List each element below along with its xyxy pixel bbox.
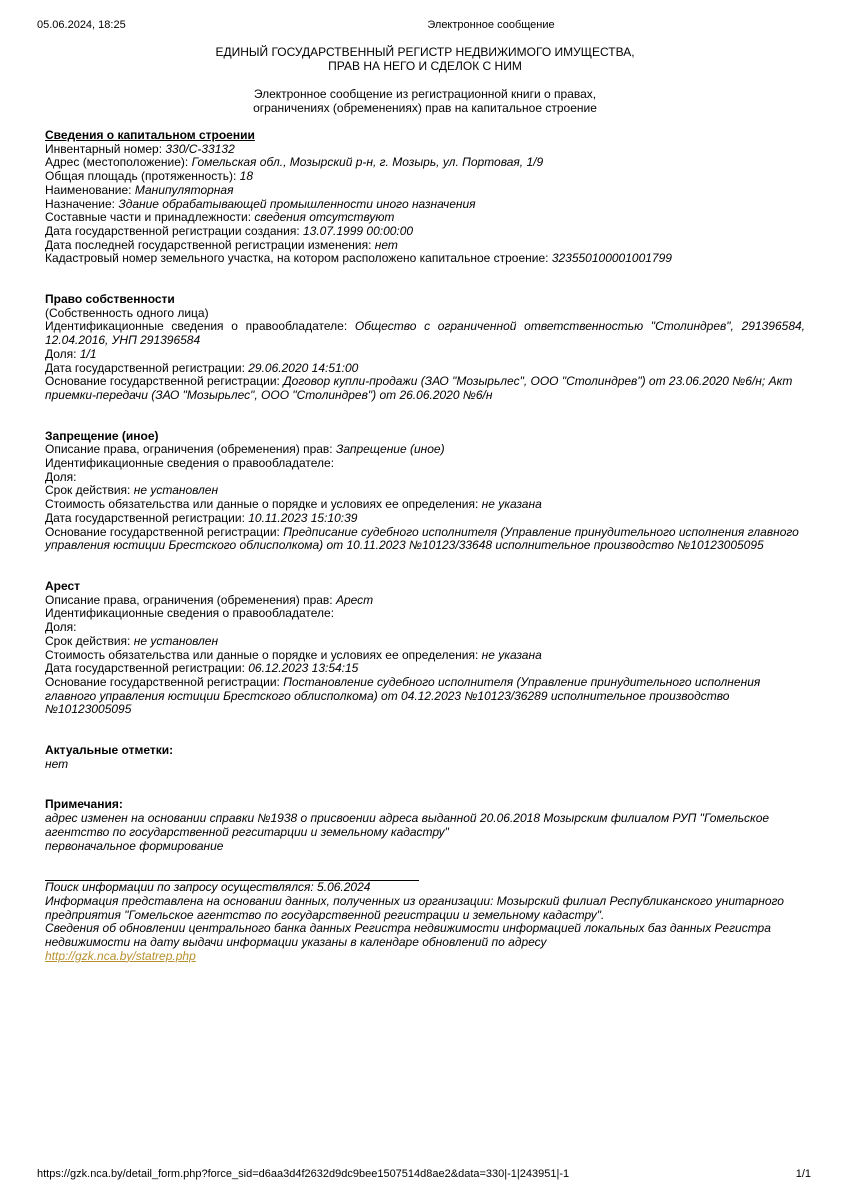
- field-label: Назначение:: [45, 196, 119, 211]
- field-row: [45, 512, 805, 526]
- field-row: [45, 635, 805, 649]
- field-value: Гомельская обл., Мозырский р-н, г. Мозырь, ул. Портовая, 1/9: [191, 155, 544, 170]
- field-row: [45, 484, 805, 498]
- field-row: [45, 320, 805, 347]
- field-row: [45, 156, 805, 170]
- notes-line: первоначальное формирование: [45, 838, 224, 853]
- field-label: Доля:: [45, 469, 77, 484]
- prohibition-section: [45, 430, 805, 553]
- field-label: Идентификационные сведения о правообладателе:: [45, 606, 335, 621]
- field-row: [45, 662, 805, 676]
- field-row: [45, 375, 805, 402]
- field-value: 330/C-33132: [165, 141, 235, 156]
- field-label: Составные части и принадлежности:: [45, 210, 255, 225]
- actual-marks-heading: Актуальные отметки:: [45, 743, 174, 758]
- field-value: Запрещение (иное): [335, 442, 445, 457]
- notes-section: [45, 798, 805, 853]
- footnotes: [45, 881, 805, 963]
- document-body: [45, 45, 805, 963]
- search-date-note: Поиск информации по запросу осуществлялся: 5.06.2024: [45, 880, 371, 895]
- field-value: 323550100001001799: [551, 251, 672, 266]
- field-value: 29.06.2020 14:51:00: [248, 360, 359, 375]
- actual-marks-value: нет: [45, 756, 69, 771]
- field-value: Манипуляторная: [134, 182, 234, 197]
- building-heading: Сведения о капитальном строении: [45, 128, 255, 142]
- field-label: Идентификационные сведения о правообладателе:: [45, 319, 355, 334]
- field-label: Инвентарный номер:: [45, 141, 166, 156]
- field-value: не указана: [481, 497, 542, 512]
- field-label: Основание государственной регистрации:: [45, 374, 284, 389]
- field-label: Срок действия:: [45, 483, 134, 498]
- field-label: Дата государственной регистрации:: [45, 360, 249, 375]
- registry-title-line: ПРАВ НА НЕГО И СДЕЛОК С НИМ: [328, 59, 522, 73]
- field-value: 18: [239, 169, 254, 184]
- field-row: [45, 362, 805, 376]
- field-row: [45, 498, 805, 512]
- ownership-fields: [45, 320, 805, 402]
- field-row: [45, 457, 805, 471]
- field-row: [45, 252, 805, 266]
- field-value: 10.11.2023 15:10:39: [248, 510, 358, 525]
- print-doc-title: Электронное сообщение: [427, 19, 555, 31]
- field-row: [45, 211, 805, 225]
- field-row: [45, 621, 805, 635]
- field-label: Дата государственной регистрации создания:: [45, 223, 303, 238]
- field-row: [45, 348, 805, 362]
- field-value: Общество с ограниченной ответственностью "Столиндрев", 291396584, 12.04.2016, УНП 291396584: [45, 319, 805, 348]
- field-label: Стоимость обязательства или данные о порядке и условиях ее определения:: [45, 647, 482, 662]
- field-label: Дата последней государственной регистрации изменения:: [45, 237, 375, 252]
- notes-heading: Примечания:: [45, 797, 123, 812]
- field-value: Здание обрабатывающей промышленности иного назначения: [118, 196, 476, 211]
- field-row: [45, 649, 805, 663]
- field-value: нет: [374, 237, 398, 252]
- prohibition-fields: [45, 443, 805, 553]
- actual-marks-section: [45, 744, 805, 771]
- print-datetime: 05.06.2024, 18:25: [37, 19, 126, 31]
- field-label: Кадастровый номер земельного участка, на котором расположено капитальное строение:: [45, 251, 552, 266]
- field-label: Стоимость обязательства или данные о порядке и условиях ее определения:: [45, 497, 482, 512]
- field-label: Доля:: [45, 620, 77, 635]
- field-value: сведения отсутствуют: [254, 210, 395, 225]
- field-row: [45, 198, 805, 212]
- source-note: Информация представлена на основании данных, полученных из организации: Мозырский филиал Республиканского унитарного предприятия "Гомельское агентство по государственной регистрации и земельному кадастру".: [45, 893, 784, 922]
- field-label: Адрес (местоположение):: [45, 155, 192, 170]
- field-value: не установлен: [133, 633, 219, 648]
- field-label: Основание государственной регистрации:: [45, 524, 284, 539]
- registry-title-line: ЕДИНЫЙ ГОСУДАРСТВЕННЫЙ РЕГИСТР НЕДВИЖИМОГО ИМУЩЕСТВА,: [215, 45, 635, 59]
- field-row: [45, 239, 805, 253]
- field-value: Арест: [335, 592, 374, 607]
- notes-line: адрес изменен на основании справки №1938 о присвоении адреса выданной 20.06.2018 Мозырским филиалом РУП "Гомельское агентство по государственной регситарции и земельному кадастру": [45, 811, 770, 839]
- field-value: Постановление судебного исполнителя (Управление принудительного исполнения главного управления юстиции Брестского облисполкома) от 04.12.2023 №10123/36289 исполнительное производство №10123005095: [45, 674, 761, 717]
- print-url: https://gzk.nca.by/detail_form.php?force_sid=d6aa3d4f2632d9dc9bee1507514d8ae2&data=330|-1|243951|-1: [37, 1168, 570, 1180]
- field-label: Дата государственной регистрации:: [45, 661, 249, 676]
- field-row: [45, 471, 805, 485]
- field-label: Общая площадь (протяженность):: [45, 169, 240, 184]
- ownership-section: [45, 293, 805, 403]
- subtitle-line: Электронное сообщение из регистрационной книги о правах,: [253, 87, 597, 101]
- updates-note: Сведения об обновлении центрального банка данных Регистра недвижимости информацией локальных баз данных Регистра недвижимости на дату выдачи информации указаны в календаре обновлений по адресу: [45, 921, 771, 950]
- registry-title: [45, 45, 805, 73]
- field-label: Описание права, ограничения (обременения) прав:: [45, 592, 336, 607]
- field-label: Основание государственной регистрации:: [45, 674, 284, 689]
- message-subtitle: [45, 87, 805, 115]
- statrep-link[interactable]: http://gzk.nca.by/statrep.php: [45, 948, 196, 963]
- field-row: [45, 594, 805, 608]
- field-value: не указана: [481, 647, 542, 662]
- arrest-fields: [45, 594, 805, 717]
- building-fields: [45, 143, 805, 266]
- field-row: [45, 607, 805, 621]
- field-value: 1/1: [79, 346, 97, 361]
- field-row: [45, 170, 805, 184]
- building-section: [45, 129, 805, 266]
- print-page-number: 1/1: [795, 1168, 811, 1180]
- field-label: Дата государственной регистрации:: [45, 510, 249, 525]
- ownership-subheading: (Собственность одного лица): [45, 305, 209, 320]
- prohibition-heading: Запрещение (иное): [45, 428, 159, 443]
- subtitle-line: ограничениях (обременениях) прав на капитальное строение: [253, 101, 597, 115]
- field-value: не установлен: [133, 483, 219, 498]
- arrest-heading: Арест: [45, 578, 81, 593]
- field-label: Наименование:: [45, 182, 135, 197]
- field-label: Идентификационные сведения о правообладателе:: [45, 456, 335, 471]
- field-label: Описание права, ограничения (обременения) прав:: [45, 442, 336, 457]
- arrest-section: [45, 580, 805, 717]
- field-row: [45, 443, 805, 457]
- ownership-heading: Право собственности: [45, 292, 175, 307]
- field-label: Доля:: [45, 346, 80, 361]
- field-value: Предписание судебного исполнителя (Управление принудительного исполнения главного управления юстиции Брестского облисполкома) от 10.11.2023 №10123/33648 исполнительное производство №10123005095: [45, 524, 799, 553]
- field-row: [45, 526, 805, 553]
- field-value: 13.07.1999 00:00:00: [303, 223, 414, 238]
- field-row: [45, 184, 805, 198]
- field-row: [45, 143, 805, 157]
- field-label: Срок действия:: [45, 633, 134, 648]
- field-value: 06.12.2023 13:54:15: [248, 661, 359, 676]
- field-value: Договор купли-продажи (ЗАО "Мозырьлес", ООО "Столиндрев") от 23.06.2020 №6/н; Акт приемки-передачи (ЗАО "Мозырьлес", ООО "Столиндрев") от 26.06.2020 №6/н: [45, 374, 793, 402]
- field-row: [45, 225, 805, 239]
- field-row: [45, 676, 805, 717]
